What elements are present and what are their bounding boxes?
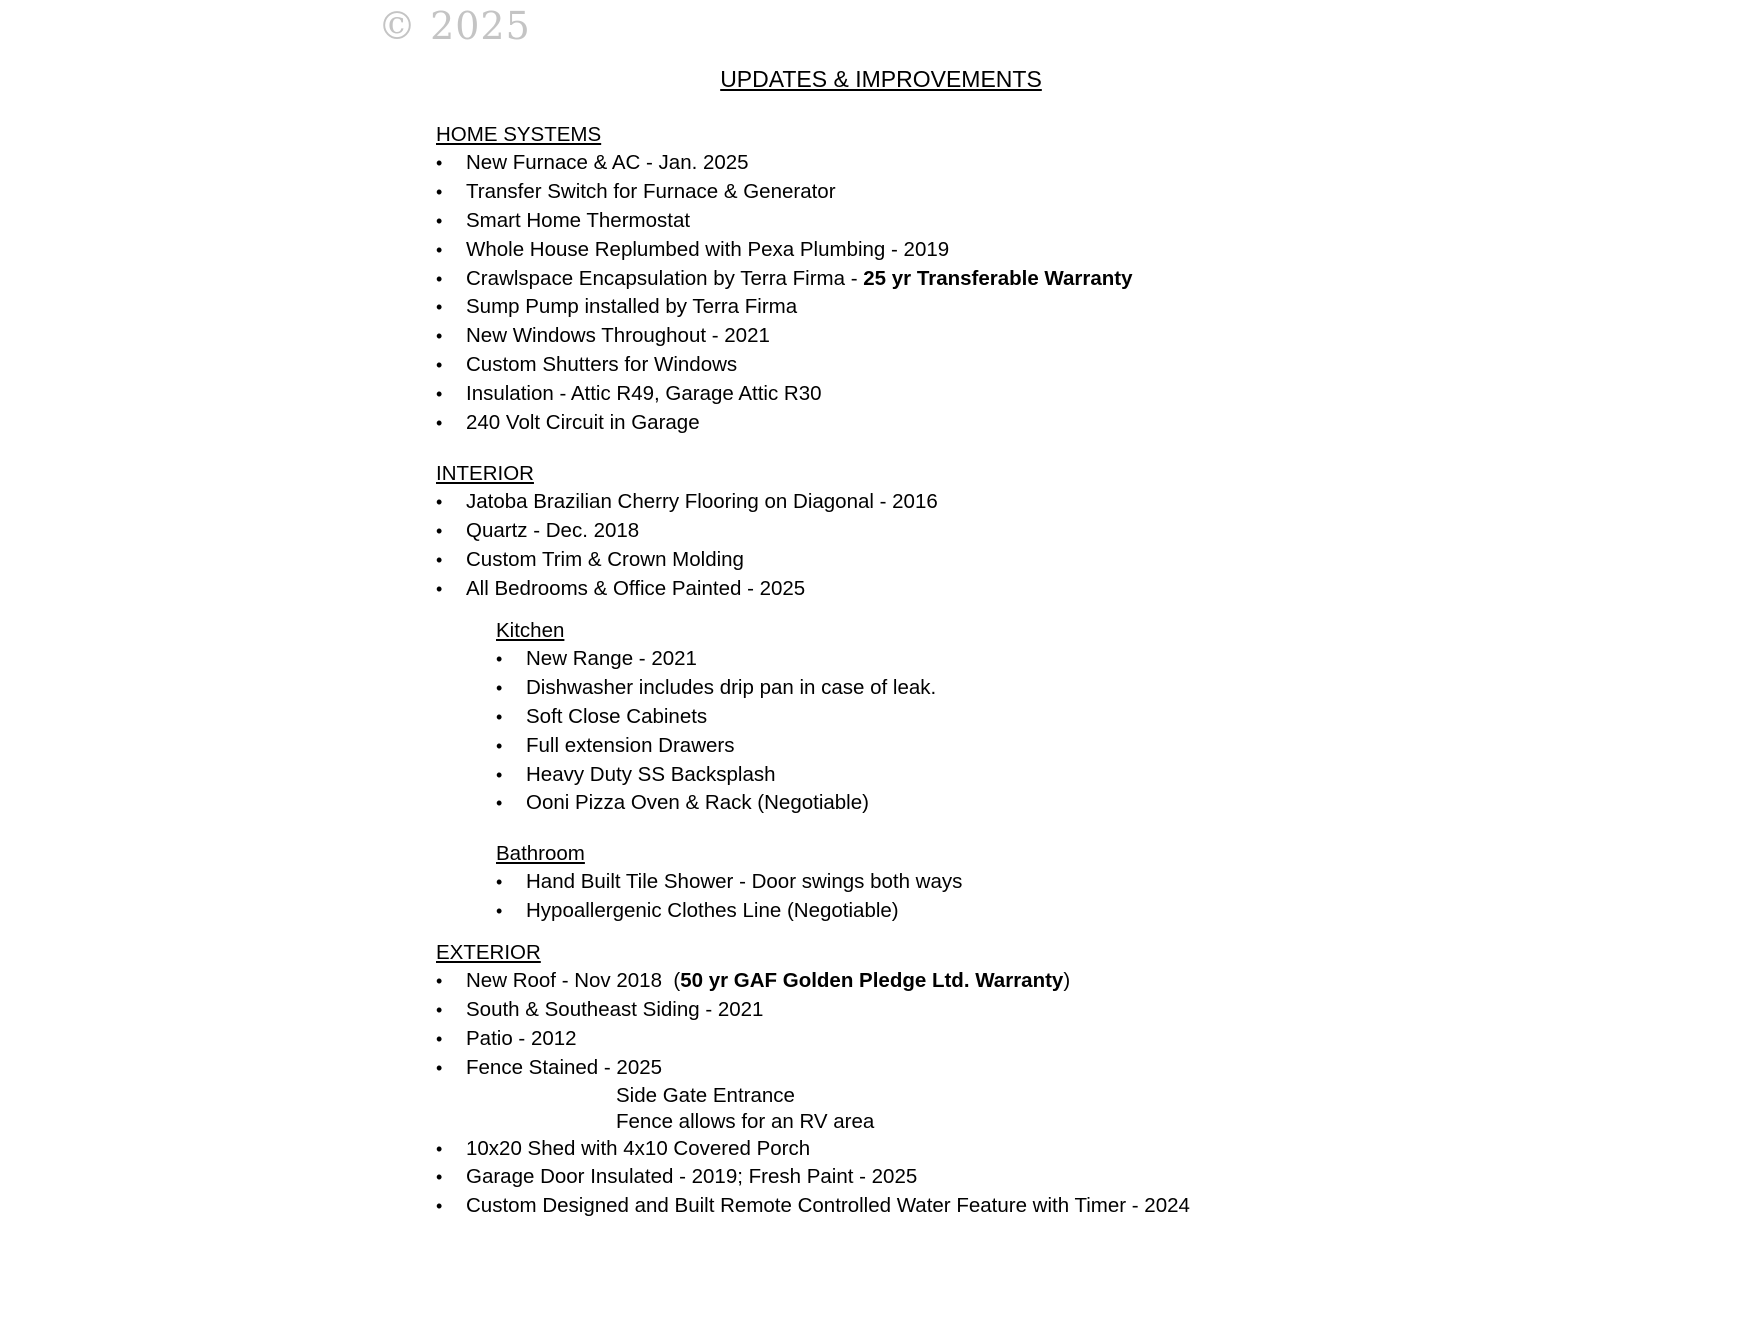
bathroom-section <box>496 840 1596 926</box>
exterior-section <box>436 939 1536 1221</box>
list-item: • Fence Stained - 2025 <box>436 1054 1536 1083</box>
crawlspace-warranty: 25 yr Transferable Warranty <box>863 266 1133 290</box>
list-item: • Soft Close Cabinets <box>496 703 1596 732</box>
list-item: • Sump Pump installed by Terra Firma <box>436 293 1536 322</box>
list-item: • Dishwasher includes drip pan in case of leak. <box>496 674 1596 703</box>
kitchen-heading: Kitchen <box>496 619 565 642</box>
list-item: • Hand Built Tile Shower - Door swings both ways <box>496 868 1596 897</box>
copyright-watermark: © 2025 <box>378 4 531 48</box>
list-item: • Jatoba Brazilian Cherry Flooring on Diagonal - 2016 <box>436 488 1536 517</box>
bathroom-heading: Bathroom <box>496 842 585 865</box>
exterior-list-continued <box>436 1135 1536 1222</box>
home-systems-section <box>436 121 1536 438</box>
home-systems-heading: HOME SYSTEMS <box>436 123 602 146</box>
exterior-heading: EXTERIOR <box>436 941 541 964</box>
list-item: • Heavy Duty SS Backsplash <box>496 761 1596 790</box>
list-item: • Crawlspace Encapsulation by Terra Firma - 25 yr Transferable Warranty <box>436 265 1536 294</box>
list-item: • South & Southeast Siding - 2021 <box>436 996 1536 1025</box>
bathroom-list <box>496 868 1596 926</box>
list-item: • New Furnace & AC - Jan. 2025 <box>436 149 1536 178</box>
list-item: • New Roof - Nov 2018 (50 yr GAF Golden Pledge Ltd. Warranty) <box>436 967 1536 996</box>
list-item: • 10x20 Shed with 4x10 Covered Porch <box>436 1135 1536 1164</box>
exterior-list <box>436 967 1536 1083</box>
list-item: • New Range - 2021 <box>496 645 1596 674</box>
interior-list <box>436 488 1536 604</box>
list-item: • Full extension Drawers <box>496 732 1596 761</box>
list-item: • Custom Shutters for Windows <box>436 351 1536 380</box>
list-item: • Whole House Replumbed with Pexa Plumbing - 2019 <box>436 236 1536 265</box>
home-systems-list <box>436 149 1536 438</box>
list-item: • Insulation - Attic R49, Garage Attic R30 <box>436 380 1536 409</box>
list-item: • Custom Trim & Crown Molding <box>436 546 1536 575</box>
kitchen-list <box>496 645 1596 818</box>
list-item: • Ooni Pizza Oven & Rack (Negotiable) <box>496 789 1596 818</box>
list-item: • Smart Home Thermostat <box>436 207 1536 236</box>
list-item: • Quartz - Dec. 2018 <box>436 517 1536 546</box>
roof-warranty: 50 yr GAF Golden Pledge Ltd. Warranty <box>680 969 1064 992</box>
interior-section <box>436 460 1536 604</box>
list-item: • Hypoallergenic Clothes Line (Negotiable) <box>496 897 1596 926</box>
page-title: UPDATES & IMPROVEMENTS <box>720 66 1042 92</box>
interior-heading: INTERIOR <box>436 462 534 485</box>
fence-note: Side Gate Entrance <box>616 1083 795 1107</box>
list-item: • 240 Volt Circuit in Garage <box>436 409 1536 438</box>
list-item: • Transfer Switch for Furnace & Generator <box>436 178 1536 207</box>
list-item: • Patio - 2012 <box>436 1025 1536 1054</box>
list-item: • Custom Designed and Built Remote Controlled Water Feature with Timer - 2024 <box>436 1192 1536 1221</box>
list-item: • All Bedrooms & Office Painted - 2025 <box>436 575 1536 604</box>
fence-note: Fence allows for an RV area <box>616 1109 875 1133</box>
list-item: • New Windows Throughout - 2021 <box>436 322 1536 351</box>
kitchen-section <box>496 617 1596 818</box>
list-item: • Garage Door Insulated - 2019; Fresh Paint - 2025 <box>436 1163 1536 1192</box>
